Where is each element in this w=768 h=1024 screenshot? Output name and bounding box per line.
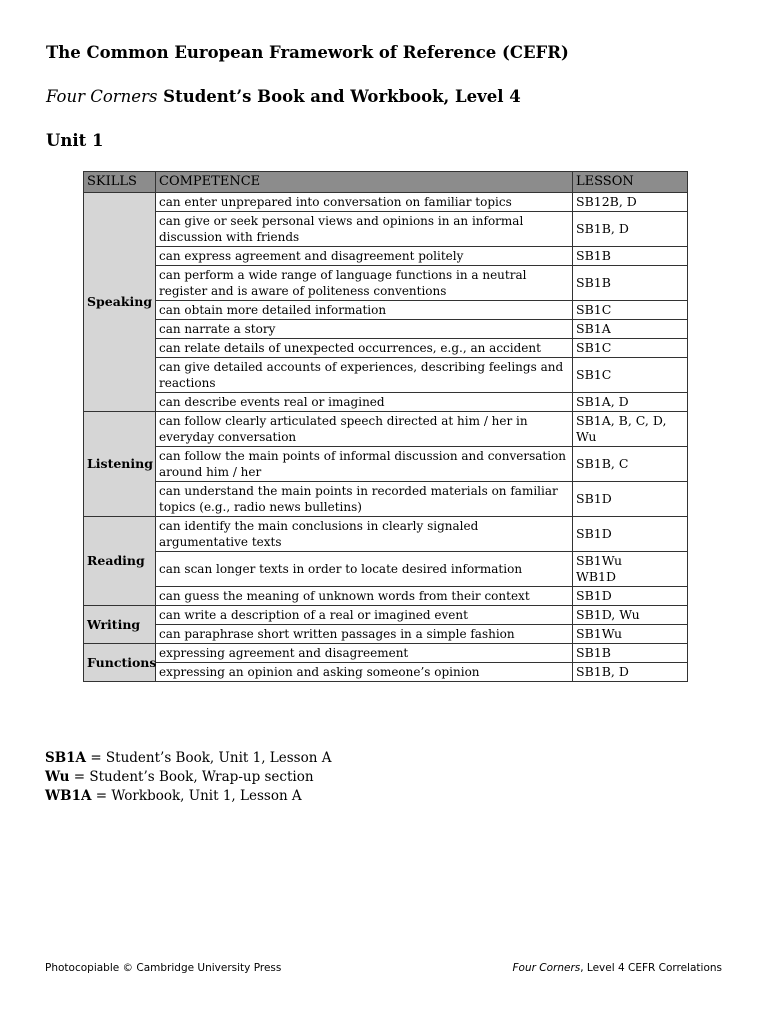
competence-cell: can enter unprepared into conversation on familiar topics	[156, 193, 573, 212]
footer-series-name: Four Corners	[512, 962, 581, 974]
lesson-cell: SB1C	[573, 358, 688, 393]
lesson-cell: SB1B, D	[573, 663, 688, 682]
skill-cell-reading: Reading	[84, 517, 156, 606]
header-competence: COMPETENCE	[156, 172, 573, 193]
skill-cell-functions: Functions	[84, 644, 156, 682]
lesson-cell: SB1D	[573, 517, 688, 552]
footer-title	[512, 962, 722, 974]
table-row	[84, 193, 688, 212]
lesson-cell: SB1B	[573, 247, 688, 266]
legend-item	[45, 768, 331, 787]
lesson-cell: SB1D	[573, 587, 688, 606]
table-body	[84, 193, 688, 682]
lesson-cell: SB1B	[573, 266, 688, 301]
legend-text: = Workbook, Unit 1, Lesson A	[91, 788, 302, 804]
skill-cell-speaking: Speaking	[84, 193, 156, 412]
table-row	[84, 358, 688, 393]
lesson-cell: SB1A, D	[573, 393, 688, 412]
unit-heading: Unit 1	[46, 131, 104, 150]
competence-cell: can guess the meaning of unknown words from their context	[156, 587, 573, 606]
lesson-cell: SB1D	[573, 482, 688, 517]
lesson-cell: SB1Wu WB1D	[573, 552, 688, 587]
footer-copyright: Photocopiable © Cambridge University Press	[45, 962, 282, 974]
document-title: The Common European Framework of Reference (CEFR)	[46, 43, 569, 62]
competence-cell: can obtain more detailed information	[156, 301, 573, 320]
competence-cell: can express agreement and disagreement politely	[156, 247, 573, 266]
lesson-cell: SB1Wu	[573, 625, 688, 644]
legend-item	[45, 749, 331, 768]
legend-key: Wu	[45, 769, 70, 785]
competence-cell: expressing agreement and disagreement	[156, 644, 573, 663]
legend-text: = Student’s Book, Unit 1, Lesson A	[86, 750, 332, 766]
header-skills: SKILLS	[84, 172, 156, 193]
legend-key: SB1A	[45, 750, 87, 766]
competence-cell: can perform a wide range of language functions in a neutral register and is aware of politeness conventions	[156, 266, 573, 301]
cefr-correlation-table	[83, 171, 688, 682]
footer-title-rest: , Level 4 CEFR Correlations	[580, 962, 722, 974]
table-row	[84, 320, 688, 339]
competence-cell: can follow clearly articulated speech directed at him / her in everyday conversation	[156, 412, 573, 447]
skill-cell-listening: Listening	[84, 412, 156, 517]
subtitle-series-name: Four Corners	[46, 87, 158, 106]
table-row	[84, 393, 688, 412]
table-row	[84, 247, 688, 266]
lesson-cell: SB1A	[573, 320, 688, 339]
lesson-cell: SB1B, D	[573, 212, 688, 247]
table-row	[84, 644, 688, 663]
legend-item	[45, 787, 331, 806]
competence-cell: can give detailed accounts of experiences, describing feelings and reactions	[156, 358, 573, 393]
lesson-cell: SB1C	[573, 339, 688, 358]
lesson-cell: SB1B, C	[573, 447, 688, 482]
lesson-cell: SB1A, B, C, D, Wu	[573, 412, 688, 447]
legend-text: = Student’s Book, Wrap-up section	[69, 769, 314, 785]
table-row	[84, 552, 688, 587]
competence-cell: can write a description of a real or imagined event	[156, 606, 573, 625]
lesson-cell: SB12B, D	[573, 193, 688, 212]
competence-cell: can narrate a story	[156, 320, 573, 339]
table-row	[84, 587, 688, 606]
lesson-cell: SB1C	[573, 301, 688, 320]
lesson-cell: SB1D, Wu	[573, 606, 688, 625]
competence-cell: can describe events real or imagined	[156, 393, 573, 412]
competence-cell: can relate details of unexpected occurrences, e.g., an accident	[156, 339, 573, 358]
table-row	[84, 412, 688, 447]
table-row	[84, 212, 688, 247]
competence-cell: expressing an opinion and asking someone’s opinion	[156, 663, 573, 682]
table-row	[84, 301, 688, 320]
table-header-row	[84, 172, 688, 193]
competence-cell: can understand the main points in recorded materials on familiar topics (e.g., radio news bulletins)	[156, 482, 573, 517]
legend-key: WB1A	[45, 788, 92, 804]
table-row	[84, 339, 688, 358]
table-row	[84, 266, 688, 301]
table-row	[84, 625, 688, 644]
header-lesson: LESSON	[573, 172, 688, 193]
document-subtitle	[46, 87, 521, 106]
skill-cell-writing: Writing	[84, 606, 156, 644]
competence-cell: can scan longer texts in order to locate desired information	[156, 552, 573, 587]
competence-cell: can give or seek personal views and opinions in an informal discussion with friends	[156, 212, 573, 247]
table-row	[84, 663, 688, 682]
table-row	[84, 447, 688, 482]
subtitle-rest: Student’s Book and Workbook, Level 4	[157, 87, 521, 106]
competence-cell: can paraphrase short written passages in a simple fashion	[156, 625, 573, 644]
table-row	[84, 482, 688, 517]
legend	[45, 749, 331, 806]
competence-cell: can identify the main conclusions in clearly signaled argumentative texts	[156, 517, 573, 552]
table-row	[84, 517, 688, 552]
lesson-cell: SB1B	[573, 644, 688, 663]
competence-cell: can follow the main points of informal discussion and conversation around him / her	[156, 447, 573, 482]
table-row	[84, 606, 688, 625]
